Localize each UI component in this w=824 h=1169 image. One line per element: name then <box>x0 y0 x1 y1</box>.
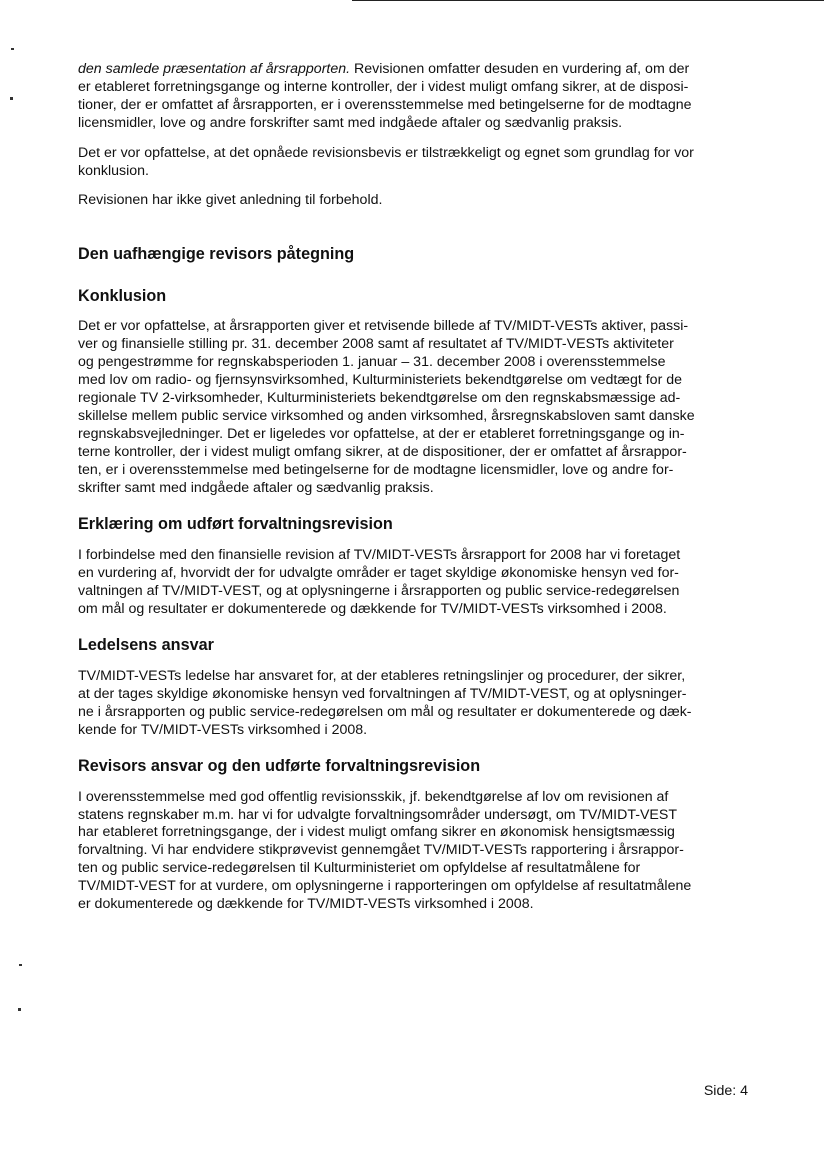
main-heading: Den uafhængige revisors påtegning <box>78 245 355 264</box>
no-qualification-paragraph <box>78 192 758 210</box>
paragraph-line: har etableret forretningsgange, der i videst muligt omfang sikrer en økonomisk hensigtsmæssig <box>78 824 675 841</box>
paragraph-line: Revisionen har ikke givet anledning til forbehold. <box>78 192 383 209</box>
intro-italic-text: den samlede præsentation af årsrapporten. <box>78 61 351 77</box>
auditor-responsibility-heading: Revisors ansvar og den udførte forvaltningsrevision <box>78 756 481 775</box>
paragraph-line: og pengestrømme for regnskabsperioden 1. januar – 31. december 2008 i overensstemmelse <box>78 354 666 371</box>
paragraph-line: terne kontroller, der i videst muligt omfang sikrer, at de dispositioner, der er omfattet af årsrappor- <box>78 443 687 460</box>
paragraph-line: er dokumenterede og dækkende for TV/MIDT-VESTs virksomhed i 2008. <box>78 896 534 913</box>
conclusion-heading: Konklusion <box>78 287 167 306</box>
paragraph-line: TV/MIDT-VESTs ledelse har ansvaret for, at der etableres retningslinjer og procedurer, der sikrer, <box>78 668 686 685</box>
management-audit-paragraph <box>78 547 758 619</box>
paragraph-line: regnskabsvejledninger. Det er ligeledes vor opfattelse, at der er etableret forretningsgange og in- <box>78 425 685 442</box>
paragraph-line: med lov om radio- og fjernsynsvirksomhed, Kulturministeriets bekendtgørelse om vedtægt for de <box>78 372 683 389</box>
paragraph-line: ne i årsrapporten og public service-redegørelsen om mål og resultater er dokumenterede og dæk- <box>78 703 692 720</box>
paragraph-line: at der tages skyldige økonomiske hensyn ved forvaltningen af TV/MIDT-VEST, og at oplysninger- <box>78 685 687 702</box>
auditor-responsibility-paragraph <box>78 789 758 914</box>
scan-speck <box>11 48 14 50</box>
paragraph-line: TV/MIDT-VEST for at vurdere, om oplysningerne i rapporteringen om opfyldelse af resultatmålene <box>78 878 692 895</box>
paragraph-line: om mål og resultater er dokumenterede og dækkende for TV/MIDT-VESTs virksomhed i 2008. <box>78 601 667 618</box>
intro-paragraph <box>78 61 758 133</box>
page-number: Side: 4 <box>703 1083 748 1099</box>
management-audit-heading: Erklæring om udført forvaltningsrevision <box>78 515 393 534</box>
paragraph-line: skrifter samt med indgåede aftaler og sædvanlig praksis. <box>78 479 434 496</box>
paragraph-line: valtningen af TV/MIDT-VEST, og at oplysningerne i årsrapporten og public service-redegørelsen <box>78 583 680 600</box>
paragraph-line: ver og finansielle stilling pr. 31. december 2008 samt af resultatet af TV/MIDT-VESTs aktiviteter <box>78 336 674 353</box>
paragraph-line: forvaltning. Vi har endvidere stikprøvevist gennemgået TV/MIDT-VESTs rapportering i årsrappor- <box>78 842 684 859</box>
paragraph-line <box>78 61 758 79</box>
paragraph-line: I overensstemmelse med god offentlig revisionsskik, jf. bekendtgørelse af lov om revisionen af <box>78 788 669 805</box>
intro-text: Revisionen omfatter desuden en vurdering af, om der <box>350 61 690 77</box>
paragraph-line: I forbindelse med den finansielle revision af TV/MIDT-VESTs årsrapport for 2008 har vi foretaget <box>78 547 681 564</box>
paragraph-line: er etableret forretningsgange og interne kontroller, der i videst muligt omfang sikrer, at de disposi- <box>78 78 689 95</box>
document-body <box>78 61 758 914</box>
paragraph-line: Det er vor opfattelse, at det opnåede revisionsbevis er tilstrækkeligt og egnet som grundlag for vor <box>78 144 694 161</box>
scan-speck <box>18 1008 21 1011</box>
scan-speck <box>10 97 13 100</box>
paragraph-line: regionale TV 2-virksomheder, Kulturministeriets bekendtgørelse om den regnskabsmæssige ad- <box>78 389 681 406</box>
management-responsibility-heading: Ledelsens ansvar <box>78 636 214 655</box>
audit-evidence-paragraph <box>78 145 758 181</box>
scan-speck <box>19 964 22 966</box>
top-rule <box>352 0 824 1</box>
paragraph-line: ten, er i overensstemmelse med betingelserne for de modtagne licensmidler, love og andre for- <box>78 461 674 478</box>
paragraph-line: konklusion. <box>78 162 149 179</box>
management-responsibility-paragraph <box>78 668 758 740</box>
paragraph-line: skillelse mellem public service virksomhed og anden virksomhed, årsregnskabsloven samt danske <box>78 407 695 424</box>
conclusion-paragraph <box>78 318 758 497</box>
paragraph-line: tioner, der er omfattet af årsrapporten, er i overensstemmelse med betingelserne for de modtagne <box>78 96 692 113</box>
paragraph-line: kende for TV/MIDT-VESTs virksomhed i 2008. <box>78 721 368 738</box>
paragraph-line: ten og public service-redegørelsen til Kulturministeriet om opfyldelse af resultatmålene for <box>78 860 641 877</box>
paragraph-line: licensmidler, love og andre forskrifter samt med indgåede aftaler og sædvanlig praksis. <box>78 114 623 131</box>
paragraph-line: statens regnskaber m.m. har vi for udvalgte forvaltningsområder undersøgt, om TV/MIDT-VEST <box>78 806 677 823</box>
paragraph-line: Det er vor opfattelse, at årsrapporten giver et retvisende billede af TV/MIDT-VESTs aktiver, passi- <box>78 318 689 335</box>
paragraph-line: en vurdering af, hvorvidt der for udvalgte områder er taget skyldige økonomiske hensyn ved for- <box>78 565 679 582</box>
